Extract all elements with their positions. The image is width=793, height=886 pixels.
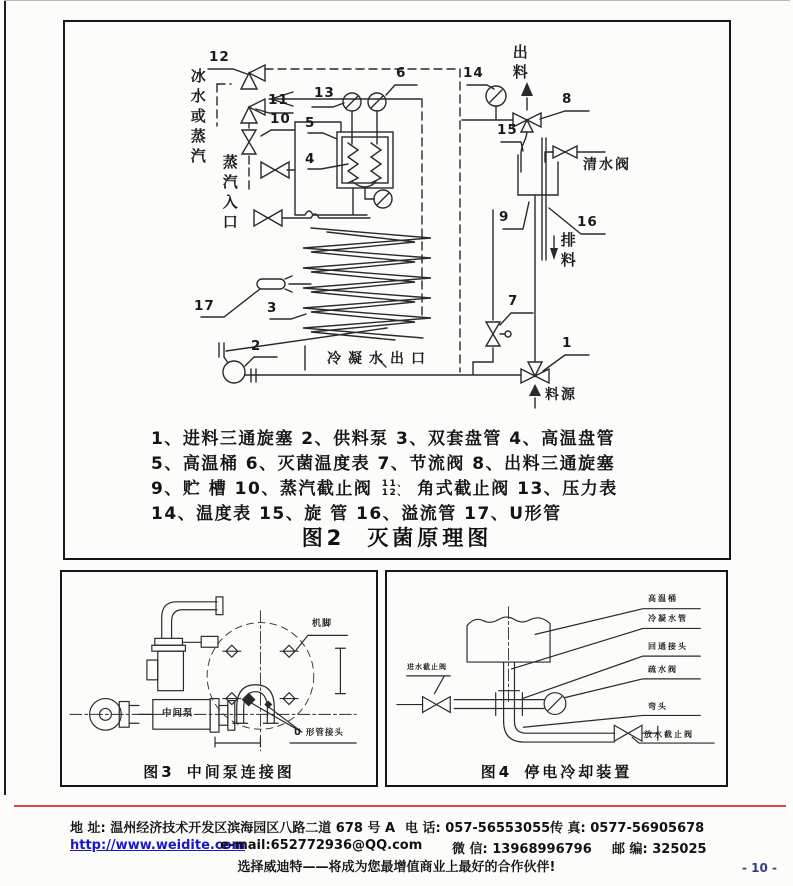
phone-value: 057-56553055 [445, 821, 551, 836]
footer-phone [405, 817, 550, 836]
legend-line-3-pre: 9、贮 槽 10、蒸汽截止阀 [151, 479, 373, 499]
label-machine-foot: 机脚 [312, 619, 333, 629]
page-left-border [4, 0, 6, 795]
page-number: - 10 - [741, 861, 777, 875]
legend-line-1: 1、进料三通旋塞 2、供料泵 3、双套盘管 4、高温盘管 [151, 429, 616, 449]
wechat-label: 微 信: [452, 842, 488, 857]
callout-5: 5 [305, 115, 316, 131]
callout-13: 13 [314, 85, 335, 101]
figure2-title: 灭菌原理图 [367, 526, 493, 550]
label-condensate-outlet: 冷凝水出口 [327, 351, 432, 367]
wechat-value: 13968996796 [492, 842, 592, 857]
callout-6: 6 [396, 65, 407, 81]
callout-1: 1 [562, 335, 573, 351]
label-steam-inlet: 蒸汽入口 [220, 154, 239, 234]
label-high-temp-barrel: 高温桶 [648, 594, 678, 603]
zip-value: 325025 [652, 842, 707, 857]
callout-4: 4 [305, 151, 316, 167]
footer-zip [612, 838, 707, 857]
label-middle-pump: 中间泵 [162, 708, 194, 719]
label-condensate-pipe: 冷凝水管 [648, 614, 688, 623]
callout-2: 2 [251, 338, 262, 354]
callout-3: 3 [267, 300, 278, 316]
label-discharge: 排料 [558, 232, 577, 272]
figure3-panel [60, 570, 378, 787]
callout-7: 7 [508, 293, 519, 309]
fax-label: 传 真: [550, 821, 586, 836]
label-drain-stop-valve: 放水截止阀 [644, 730, 694, 739]
figure3-title: 中间泵连接图 [186, 763, 295, 781]
figure2-number: 图2 [301, 526, 346, 550]
label-clear-water-valve: 清水阀 [583, 157, 631, 173]
figure3-caption [62, 761, 376, 782]
figure4-caption [387, 761, 726, 782]
callout-17: 17 [194, 298, 215, 314]
label-feed-source: 料源 [545, 387, 577, 403]
callout-14: 14 [463, 65, 484, 81]
footer-wechat [452, 838, 592, 857]
label-ice-water-or-steam: 冰水或蒸汽 [188, 68, 207, 168]
callout-16: 16 [577, 214, 598, 230]
footer-email: e-mail:652772936@QQ.com [220, 838, 423, 853]
legend-stack-bottom: 12、 [381, 488, 408, 498]
address-label: 地 址: [70, 821, 106, 836]
legend-stack-top: 11、 [381, 478, 408, 489]
callout-11: 11 [268, 92, 289, 108]
figure3-number: 图3 [143, 763, 175, 781]
label-return-joint: 回通接头 [648, 642, 688, 651]
footer-slogan: 选择威迪特——将成为您最增值商业上最好的合作伙伴! [237, 860, 556, 875]
label-outlet: 出料 [510, 44, 529, 84]
legend-line-2: 5、高温桶 6、灭菌温度表 7、节流阀 8、出料三通旋塞 [151, 454, 616, 474]
phone-label: 电 话: [405, 821, 441, 836]
figure2-panel [63, 20, 731, 560]
footer-address [70, 817, 395, 836]
fax-value: 0577-56905678 [590, 821, 705, 836]
footer-website-link[interactable]: http://www.weidite.com [70, 838, 246, 853]
callout-10: 10 [270, 111, 291, 127]
figure4-number: 图4 [480, 763, 513, 781]
label-elbow: 弯头 [648, 702, 668, 711]
figure4-title: 停电冷却装置 [524, 763, 633, 781]
zip-label: 邮 编: [612, 842, 648, 857]
page-top-border [4, 0, 790, 1]
figure4-panel [385, 570, 728, 787]
legend-line-3-post: 角式截止阀 13、压力表 [417, 479, 618, 499]
label-inlet-stop-valve: 进水截止阀 [407, 663, 447, 671]
label-water-trap: 疏水阀 [648, 665, 678, 674]
callout-9: 9 [499, 209, 510, 225]
address-value: 温州经济技术开发区滨海园区八路二道 678 号 A [110, 821, 396, 836]
legend-line-3-stacked-numbers [382, 480, 408, 499]
callout-15: 15 [497, 122, 518, 138]
callout-12: 12 [209, 49, 230, 65]
label-u-pipe-joint: U 形管接头 [294, 728, 344, 738]
callout-8: 8 [562, 91, 573, 107]
figure2-caption [65, 522, 729, 552]
legend-line-4: 14、温度表 15、旋 管 16、溢流管 17、U形管 [151, 504, 562, 524]
footer-fax [550, 817, 704, 836]
figure2-legend [151, 424, 711, 524]
legend-line-3 [151, 474, 711, 499]
footer-divider-rule [14, 805, 786, 807]
